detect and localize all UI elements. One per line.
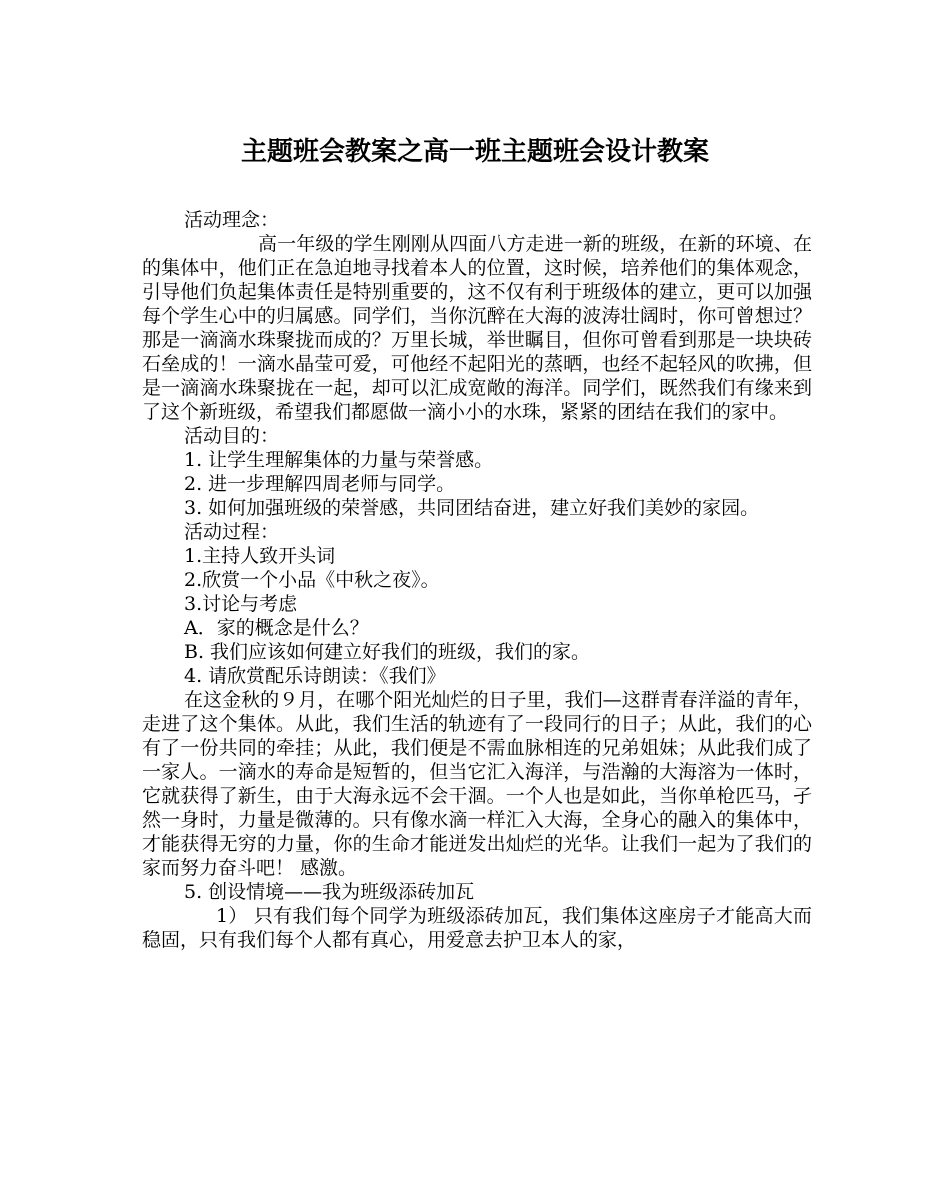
process-heading: 活动过程： bbox=[184, 521, 280, 543]
concept-heading: 活动理念： bbox=[184, 209, 280, 231]
process-item: 2.欣赏一个小品《中秋之夜》。 bbox=[184, 569, 440, 591]
process-item: 1.主持人致开头词 bbox=[184, 545, 336, 567]
purpose-item: 3. 如何加强班级的荣誉感，共同团结奋进，建立好我们美妙的家园。 bbox=[184, 497, 760, 519]
purpose-heading: 活动目的： bbox=[184, 425, 280, 447]
purpose-item: 1. 让学生理解集体的力量与荣誉感。 bbox=[184, 449, 494, 471]
process-item: 3.讨论与考虑 bbox=[184, 593, 298, 615]
process-item: 5. 创设情境——我为班级添砖加瓦 bbox=[184, 881, 475, 903]
process-item: B. 我们应该如何建立好我们的班级，我们的家。 bbox=[184, 641, 591, 663]
document-body bbox=[142, 208, 812, 952]
purpose-item: 2. 进一步理解四周老师与同学。 bbox=[184, 473, 456, 495]
document-title: 主题班会教案之高一班主题班会设计教案 bbox=[240, 137, 709, 167]
process-item: 4. 请欣赏配乐诗朗读：《我们》 bbox=[184, 665, 446, 687]
poem-paragraph: 在这金秋的９月，在哪个阳光灿烂的日子里，我们—这群青春洋溢的青年，走进了这个集体。从此，我们生活的轨迹有了一段同行的日子；从此，我们的心有了一份共同的牵挂；从此，我们便是不需血脉相连的兄弟姐妹；从此我们成了一家人。一滴水的寿命是短暂的，但当它汇入海洋，与浩瀚的大海溶为一体时，它就获得了新生，由于大海永远不会干涸。一个人也是如此，当你单枪匹马，孑然一身时，力量是微薄的。只有像水滴一样汇入大海，全身心的融入的集体中，才能获得无穷的力量，你的生命才能迸发出灿烂的光华。让我们一起为了我们的家而努力奋斗吧！ 感激。 bbox=[142, 689, 812, 879]
process-subitem: 1） 只有我们每个同学为班级添砖加瓦，我们集体这座房子才能高大而稳固，只有我们每个人都有真心，用爱意去护卫本人的家， bbox=[142, 905, 812, 951]
concept-paragraph: 高一年级的学生刚刚从四面八方走进一新的班级，在新的环境、在的集体中，他们正在急迫地寻找着本人的位置，这时候，培养他们的集体观念，引导他们负起集体责任是特别重要的，这不仅有利于班级体的建立，更可以加强每个学生心中的归属感。同学们，当你沉醉在大海的波涛壮阔时，你可曾想过？那是一滴滴水珠聚拢而成的？万里长城，举世瞩目，但你可曾看到那是一块块砖石垒成的！一滴水晶莹可爱，可他经不起阳光的蒸晒，也经不起轻风的吹拂，但是一滴滴水珠聚拢在一起，却可以汇成宽敞的海洋。同学们，既然我们有缘来到了这个新班级，希望我们都愿做一滴小小的水珠，紧紧的团结在我们的家中。 bbox=[142, 233, 812, 423]
process-item: A．家的概念是什么？ bbox=[184, 617, 369, 639]
